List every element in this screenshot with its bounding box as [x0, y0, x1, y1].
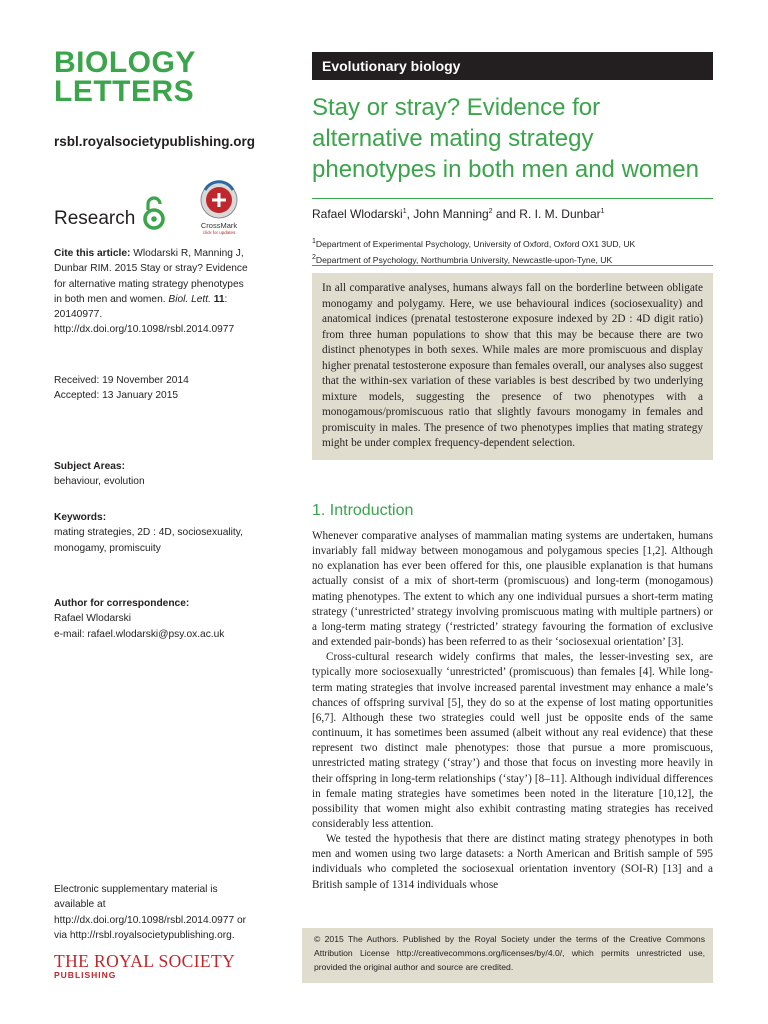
crossmark-label: CrossMark: [200, 221, 238, 230]
subject-areas-heading: Subject Areas:: [54, 461, 125, 472]
article-type-label: Research: [54, 208, 136, 229]
subject-areas: [54, 459, 254, 490]
affiliation-mark: 2: [312, 254, 316, 262]
author-separator: and: [492, 207, 520, 221]
introduction-body: [312, 529, 713, 893]
author-affiliation-mark: 1: [402, 208, 407, 215]
author-affiliation-mark: 2: [488, 208, 493, 215]
author-list: [312, 207, 605, 221]
affiliation-mark: 1: [312, 238, 316, 245]
supplementary-note: Electronic supplementary material is available at http://dx.doi.org/10.1098/rsbl.2014.0977 or via http://rsbl.royalsocietypublishing.org.: [54, 884, 247, 941]
keywords-heading: Keywords:: [54, 512, 107, 523]
open-access-icon: [140, 193, 168, 231]
paragraph: We tested the hypothesis that there are distinct mating strategy phenotypes in both men and women using two large datasets: a North American and British sample of 595 individuals who completed the sociosexual orientation inventory (SOI-R) [13] and a British sample of 1314 individuals whose: [312, 833, 713, 891]
crossmark-sublabel: click for updates: [202, 230, 236, 235]
abstract: In all comparative analyses, humans always fall on the borderline between obligate monogamy and polygamy. Here, we use behavioural indices (sociosexuality) and anatomical indices (prenatal testosterone exposure indexed by 2D : 4D digit ratio) from three human populations to show that this may be because there are two distinct phenotypes in both sexes. While males are more promiscuous and display higher prenatal testosterone exposure than females overall, our analyses also suggest that the within-sex variation of these variables is best described by two underlying mixture models, suggesting the presence of two phenotypes with a monogamous/promiscuous ratio that slightly favours monogamy in females and promiscuity in males. The presence of two phenotypes implies that mating strategy might be under complex frequency-dependent selection.: [312, 273, 713, 460]
affiliation-text: Department of Psychology, Northumbria University, Newcastle-upon-Tyne, UK: [315, 255, 613, 266]
correspondence-name: Rafael Wlodarski: [54, 613, 131, 625]
citation-volume: 11: [213, 293, 225, 305]
journal-logo: [54, 48, 196, 106]
citation-doi[interactable]: : 20140977. http://dx.doi.org/10.1098/rsbl.2014.0977: [54, 293, 235, 336]
title-divider: [312, 198, 713, 199]
affiliations: [312, 235, 635, 268]
affiliation-text: Department of Experimental Psychology, University of Oxford, Oxford OX1 3UD, UK: [315, 238, 636, 249]
author-name: R. I. M. Dunbar: [519, 207, 601, 221]
article-title: Stay or stray? Evidence for alternative mating strategy phenotypes in both men and women: [312, 94, 699, 183]
author-affiliation-mark: 1: [600, 208, 605, 215]
author-name: John Manning: [413, 207, 489, 221]
keywords: [54, 510, 254, 556]
paragraph: Whenever comparative analyses of mammalian mating systems are undertaken, humans invariably fall midway between monogamous and polygamous species [1,2]. Although no explanation has ever been offered for this, one plausible explanation is that humans actually consist of a mix of short-term (promiscuous) and long-term (monogamous) mating phenotypes. The extent to which any one individual pursues a short-term mating strategy (‘unrestricted’ strategy involving promiscuous mating with multiple partners) or a long-term mating strategy (‘restricted’ strategy favouring the formation of exclusive and extended pair-bonds) has been referred to as their ‘sociosexual orientation’ [3].: [312, 530, 713, 649]
dates-block: [54, 373, 254, 404]
journal-logo-line2: LETTERS: [54, 75, 195, 108]
citation-text: Wlodarski R, Manning J, Dunbar RIM. 2015 Stay or stray? Evidence for alternative mating strategy phenotypes in both men and women.: [54, 248, 248, 305]
journal-site-link[interactable]: rsbl.royalsocietypublishing.org: [54, 134, 256, 149]
author-name: Rafael Wlodarski: [312, 207, 403, 221]
paragraph: Cross-cultural research widely confirms that males, the lesser-investing sex, are typically more sociosexually ‘unrestricted’ (promiscuous) than females [4]. While long-term mating strategies that involve increased parental investment may enhance a male’s chances of offspring survival [5], they do so at the expense of lost mating opportunities [6,7]. Although these two strategies could well just be opposite ends of the same continuum, it has sometimes been assumed (albeit without any real evidence) that these represent two distinct male phenotypes: those that pursue a more promiscuous, unrestricted mating strategy (‘stray’) and those that focus on investing more heavily in their offspring in long-term relationships (‘stay’) [8–11]. Although individual differences in female mating strategies have sometimes been noted in the literature [10,12], the possibility that women might also exhibit contrasting mating strategies has received considerably less attention.: [312, 651, 713, 830]
correspondence-email[interactable]: e-mail: rafael.wlodarski@psy.ox.ac.uk: [54, 628, 225, 640]
citation-block: [54, 246, 254, 338]
correspondence-heading: Author for correspondence:: [54, 598, 190, 609]
publisher-logo: THE ROYAL SOCIETY: [54, 951, 236, 971]
received-date: Received: 19 November 2014: [54, 375, 189, 386]
affiliations-divider: [312, 265, 713, 266]
journal-logo-line1: BIOLOGY: [54, 46, 196, 79]
license-notice: © 2015 The Authors. Published by the Royal Society under the terms of the Creative Commons Attribution License http://creativecommons.org/licenses/by/4.0/, which permits unrestricted use, provided the original author and source are credited.: [302, 928, 713, 983]
section-heading-introduction: 1. Introduction: [312, 502, 414, 519]
section-banner: Evolutionary biology: [312, 52, 713, 80]
crossmark-icon: [194, 180, 244, 222]
keywords-text: mating strategies, 2D : 4D, sociosexuality, monogamy, promiscuity: [54, 527, 243, 554]
crossmark-badge[interactable]: [194, 180, 244, 238]
citation-heading: Cite this article:: [54, 248, 131, 259]
affiliation: [312, 235, 635, 251]
publisher-logo-sub: PUBLISHING: [54, 970, 117, 980]
author-separator: ,: [406, 207, 414, 221]
subject-areas-text: behaviour, evolution: [54, 476, 145, 488]
citation-journal: Biol. Lett.: [168, 293, 211, 305]
accepted-date: Accepted: 13 January 2015: [54, 390, 179, 402]
correspondence: [54, 596, 254, 642]
